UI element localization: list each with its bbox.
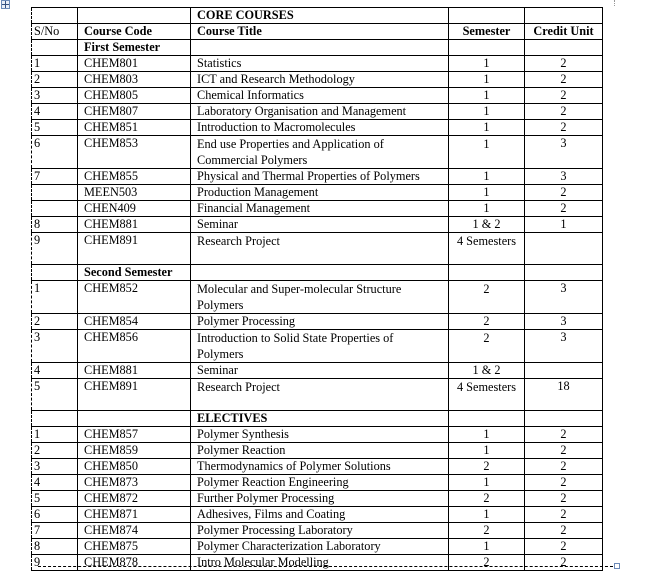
table-bottom-edge: [38, 566, 618, 567]
row-sn: 4: [32, 475, 78, 491]
header-credit-unit: Credit Unit: [525, 24, 603, 40]
row-course-title: Further Polymer Processing: [191, 491, 449, 507]
row-sn: 3: [32, 459, 78, 475]
row-course-title: Polymer Processing: [191, 314, 449, 330]
electives-title: ELECTIVES: [191, 411, 449, 427]
document-table-container: [31, 7, 603, 571]
row-sn: 3: [32, 330, 78, 363]
row-credit-unit: 3: [525, 281, 603, 314]
row-credit-unit: 2: [525, 475, 603, 491]
row-credit-unit: 3: [525, 330, 603, 363]
row-course-code: CHEM875: [78, 539, 191, 555]
row-semester: 2: [449, 523, 525, 539]
row-semester: 1: [449, 539, 525, 555]
row-credit-unit: 2: [525, 555, 603, 571]
row-sn: 9: [32, 233, 78, 265]
row-sn: 3: [32, 88, 78, 104]
header-semester: Semester: [449, 24, 525, 40]
row-semester: 1: [449, 185, 525, 201]
row-sn: 4: [32, 104, 78, 120]
row-credit-unit: 2: [525, 491, 603, 507]
table-row: [32, 507, 603, 523]
row-semester: 1: [449, 88, 525, 104]
table-row: [32, 136, 603, 169]
row-course-title: Adhesives, Films and Coating: [191, 507, 449, 523]
courses-table-body: [32, 8, 603, 571]
row-course-code: CHEM872: [78, 491, 191, 507]
row-sn: 5: [32, 120, 78, 136]
row-credit-unit: 2: [525, 120, 603, 136]
row-credit-unit: 3: [525, 136, 603, 169]
row-credit-unit: 2: [525, 523, 603, 539]
row-credit-unit: 2: [525, 201, 603, 217]
row-course-title: Physical and Thermal Properties of Polymers: [191, 169, 449, 185]
row-sn: 7: [32, 523, 78, 539]
row-semester: 1: [449, 56, 525, 72]
row-credit-unit: 2: [525, 72, 603, 88]
row-credit-unit: 2: [525, 56, 603, 72]
second-semester-label: Second Semester: [78, 265, 191, 281]
row-credit-unit: 3: [525, 169, 603, 185]
row-credit-unit: [525, 363, 603, 379]
row-semester: 1: [449, 201, 525, 217]
row-course-code: CHEM878: [78, 555, 191, 571]
row-sn: 4: [32, 363, 78, 379]
row-course-title: ICT and Research Methodology: [191, 72, 449, 88]
row-course-title: End use Properties and Application of Commercial Polymers: [191, 136, 449, 169]
row-semester: 1 & 2: [449, 363, 525, 379]
row-course-code: CHEM881: [78, 363, 191, 379]
row-semester: 1: [449, 72, 525, 88]
page-margin-marker: [614, 0, 615, 6]
table-row: [32, 120, 603, 136]
first-semester-row: [32, 40, 603, 56]
row-sn: [32, 201, 78, 217]
row-semester: 1: [449, 475, 525, 491]
table-row: [32, 201, 603, 217]
row-course-code: CHEM857: [78, 427, 191, 443]
row-course-code: MEEN503: [78, 185, 191, 201]
row-semester: 4 Semesters: [449, 233, 525, 265]
row-course-code: CHEM801: [78, 56, 191, 72]
table-row: [32, 523, 603, 539]
header-course-title: Course Title: [191, 24, 449, 40]
row-sn: 8: [32, 217, 78, 233]
row-course-title: Polymer Reaction Engineering: [191, 475, 449, 491]
row-semester: 4 Semesters: [449, 379, 525, 411]
row-credit-unit: 2: [525, 459, 603, 475]
row-credit-unit: 18: [525, 379, 603, 411]
row-course-code: CHEM803: [78, 72, 191, 88]
row-credit-unit: 2: [525, 88, 603, 104]
row-course-code: CHEM859: [78, 443, 191, 459]
table-row: [32, 363, 603, 379]
row-course-code: CHEM855: [78, 169, 191, 185]
row-course-title: Intro Molecular Modelling: [191, 555, 449, 571]
row-sn: 5: [32, 379, 78, 411]
row-semester: 2: [449, 314, 525, 330]
core-courses-title: CORE COURSES: [191, 8, 449, 24]
row-course-title: Polymer Characterization Laboratory: [191, 539, 449, 555]
row-sn: 2: [32, 314, 78, 330]
row-course-code: CHEM881: [78, 217, 191, 233]
table-row: [32, 88, 603, 104]
table-row: [32, 169, 603, 185]
row-course-title: Statistics: [191, 56, 449, 72]
row-course-code: CHEM854: [78, 314, 191, 330]
row-credit-unit: 2: [525, 427, 603, 443]
row-course-code: CHEM871: [78, 507, 191, 523]
row-credit-unit: 1: [525, 217, 603, 233]
electives-title-row: [32, 411, 603, 427]
row-semester: 1: [449, 507, 525, 523]
row-course-code: CHEM873: [78, 475, 191, 491]
row-semester: 1: [449, 120, 525, 136]
row-sn: 9: [32, 555, 78, 571]
row-course-code: CHEM850: [78, 459, 191, 475]
table-row: [32, 72, 603, 88]
row-sn: 1: [32, 281, 78, 314]
row-semester: 1: [449, 136, 525, 169]
row-sn: 6: [32, 507, 78, 523]
table-row: [32, 539, 603, 555]
row-credit-unit: 3: [525, 314, 603, 330]
row-sn: [32, 185, 78, 201]
row-semester: 1 & 2: [449, 217, 525, 233]
row-course-title: Seminar: [191, 217, 449, 233]
row-credit-unit: 2: [525, 443, 603, 459]
row-course-title: Research Project: [191, 379, 449, 411]
row-course-code: CHEM853: [78, 136, 191, 169]
row-sn: 6: [32, 136, 78, 169]
row-course-code: CHEM852: [78, 281, 191, 314]
row-semester: 2: [449, 555, 525, 571]
row-sn: 2: [32, 72, 78, 88]
table-row: [32, 56, 603, 72]
row-sn: 1: [32, 56, 78, 72]
row-sn: 5: [32, 491, 78, 507]
row-course-code: CHEM891: [78, 379, 191, 411]
row-course-title: Laboratory Organisation and Management: [191, 104, 449, 120]
row-semester: 2: [449, 330, 525, 363]
row-credit-unit: [525, 233, 603, 265]
header-sn: S/No: [32, 24, 78, 40]
table-header-row: [32, 24, 603, 40]
table-row: [32, 330, 603, 363]
table-row: [32, 555, 603, 571]
row-course-code: CHEM856: [78, 330, 191, 363]
row-course-title: Polymer Processing Laboratory: [191, 523, 449, 539]
table-row: [32, 379, 603, 411]
row-semester: 2: [449, 491, 525, 507]
row-course-title: Financial Management: [191, 201, 449, 217]
table-row: [32, 491, 603, 507]
row-semester: 1: [449, 169, 525, 185]
row-credit-unit: 2: [525, 185, 603, 201]
row-course-title: Production Management: [191, 185, 449, 201]
row-course-title: Polymer Reaction: [191, 443, 449, 459]
row-course-title: Molecular and Super-molecular Structure Polymers: [191, 281, 449, 314]
table-row: [32, 459, 603, 475]
row-semester: 2: [449, 459, 525, 475]
table-row: [32, 233, 603, 265]
table-row: [32, 427, 603, 443]
table-row: [32, 314, 603, 330]
row-course-title: Chemical Informatics: [191, 88, 449, 104]
row-course-code: CHEM874: [78, 523, 191, 539]
table-resize-handle[interactable]: [614, 563, 620, 569]
row-course-title: Polymer Synthesis: [191, 427, 449, 443]
row-course-title: Introduction to Solid State Properties of Polymers: [191, 330, 449, 363]
second-semester-row: [32, 265, 603, 281]
row-sn: 1: [32, 427, 78, 443]
row-course-code: CHEN409: [78, 201, 191, 217]
header-course-code: Course Code: [78, 24, 191, 40]
table-row: [32, 281, 603, 314]
row-sn: 7: [32, 169, 78, 185]
row-credit-unit: 2: [525, 539, 603, 555]
row-sn: 2: [32, 443, 78, 459]
table-row: [32, 185, 603, 201]
row-course-title: Seminar: [191, 363, 449, 379]
row-sn: 8: [32, 539, 78, 555]
row-course-title: Thermodynamics of Polymer Solutions: [191, 459, 449, 475]
row-course-title: Introduction to Macromolecules: [191, 120, 449, 136]
row-semester: 1: [449, 104, 525, 120]
table-row: [32, 104, 603, 120]
row-course-code: CHEM805: [78, 88, 191, 104]
row-semester: 2: [449, 281, 525, 314]
row-credit-unit: 2: [525, 507, 603, 523]
table-row: [32, 475, 603, 491]
move-arrows-icon: [2, 1, 9, 8]
row-course-title: Research Project: [191, 233, 449, 265]
row-semester: 1: [449, 443, 525, 459]
first-semester-label: First Semester: [78, 40, 191, 56]
row-course-code: CHEM851: [78, 120, 191, 136]
courses-table: [31, 7, 603, 571]
row-course-code: CHEM807: [78, 104, 191, 120]
core-courses-title-row: [32, 8, 603, 24]
row-credit-unit: 2: [525, 104, 603, 120]
row-semester: 1: [449, 427, 525, 443]
table-row: [32, 443, 603, 459]
row-course-code: CHEM891: [78, 233, 191, 265]
table-move-handle[interactable]: [1, 0, 10, 9]
table-row: [32, 217, 603, 233]
